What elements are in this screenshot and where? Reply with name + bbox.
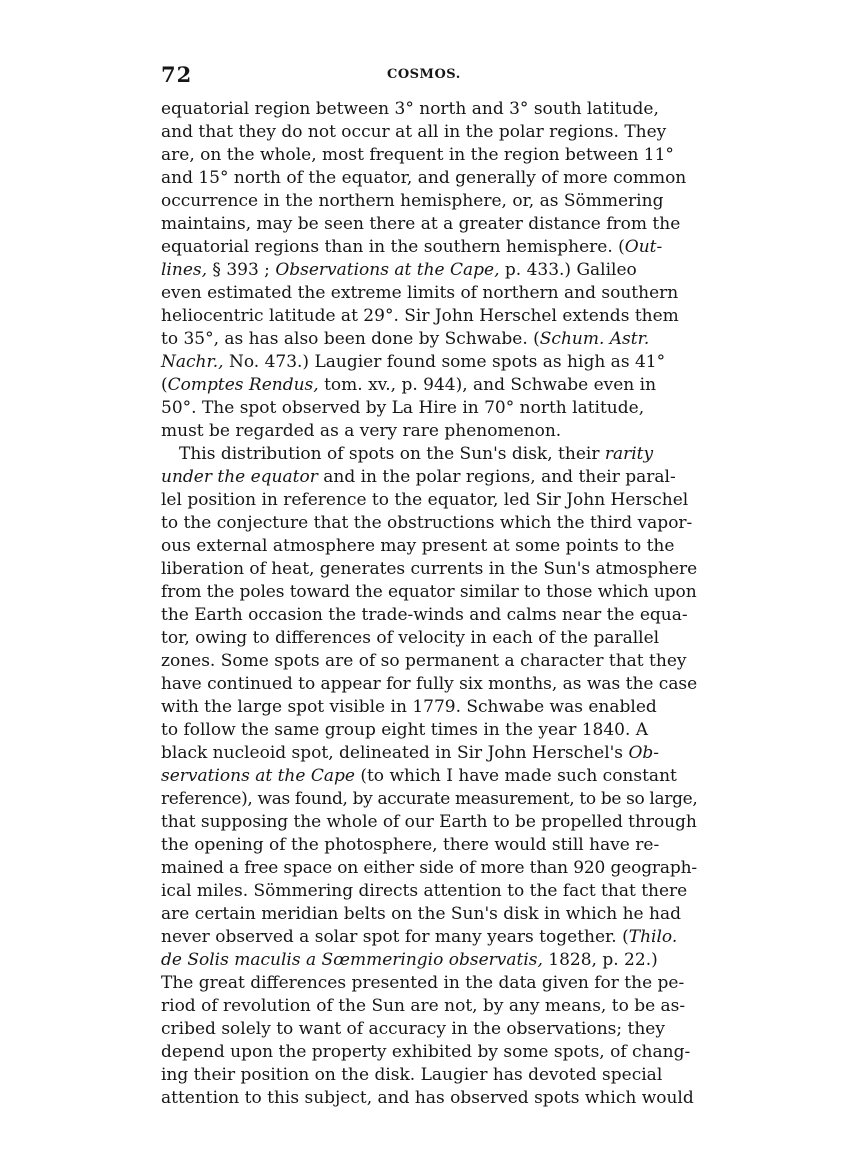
text-line [161, 972, 697, 995]
text-segment: (to which I have made such constant [354, 766, 677, 786]
text-segment: never observed a solar spot for many years together. ( [161, 927, 629, 947]
text-segment: have continued to appear for fully six months, as was the case [161, 674, 698, 694]
running-head: COSMOS. [387, 67, 461, 82]
text-segment: and that they do not occur at all in the polar regions. They [161, 122, 667, 142]
text-line [161, 903, 697, 926]
text-line [161, 259, 697, 282]
text-segment: black nucleoid spot, delineated in Sir John Herschel's [161, 743, 629, 763]
italic-text-segment: Out- [624, 237, 663, 257]
text-segment: zones. Some spots are of so permanent a character that they [161, 651, 687, 671]
text-segment: tom. xv., p. 944), and Schwabe even in [318, 375, 657, 395]
text-line [161, 420, 697, 443]
text-line [161, 305, 697, 328]
text-segment: occurrence in the northern hemisphere, or, as Sömmering [161, 191, 664, 211]
text-line [161, 121, 697, 144]
text-line [161, 696, 697, 719]
text-line [161, 236, 697, 259]
text-segment: The great differences presented in the data given for the pe- [161, 973, 685, 993]
italic-text-segment: Observations at the Cape, [275, 260, 500, 280]
text-segment: to follow the same group eight times in the year 1840. A [161, 720, 649, 740]
page-header [161, 62, 697, 86]
text-segment: p. 433.) Galileo [499, 260, 637, 280]
text-segment: liberation of heat, generates currents in the Sun's atmosphere [161, 559, 698, 579]
text-line [161, 880, 697, 903]
text-line [161, 374, 697, 397]
italic-text-segment: lines, [161, 260, 208, 280]
text-segment: to 35°, as has also been done by Schwabe. ( [161, 329, 540, 349]
text-segment: ing their position on the disk. Laugier has devoted special [161, 1065, 663, 1085]
text-segment: ous external atmosphere may present at some points to the [161, 536, 675, 556]
text-line [161, 949, 697, 972]
text-line [161, 604, 697, 627]
italic-text-segment: Comptes Rendus, [167, 375, 319, 395]
text-line [161, 719, 697, 742]
text-line [161, 558, 697, 581]
text-segment: and 15° north of the equator, and generally of more common [161, 168, 687, 188]
text-line [161, 811, 697, 834]
text-segment: the opening of the photosphere, there would still have re- [161, 835, 660, 855]
text-line [161, 328, 697, 351]
italic-text-segment: servations at the Cape [161, 766, 355, 786]
text-line [161, 1087, 697, 1110]
text-segment: to the conjecture that the obstructions which the third vapor- [161, 513, 693, 533]
text-segment: cribed solely to want of accuracy in the observations; they [161, 1019, 665, 1039]
text-segment: are, on the whole, most frequent in the region between 11° [161, 145, 674, 165]
text-segment: and in the polar regions, and their paral- [317, 467, 676, 487]
italic-text-segment: rarity [604, 444, 654, 464]
text-line [161, 788, 697, 811]
italic-text-segment: under the equator [161, 467, 318, 487]
text-segment: This distribution of spots on the Sun's disk, their [179, 444, 605, 464]
text-segment: 50°. The spot observed by La Hire in 70° north latitude, [161, 398, 645, 418]
text-segment: heliocentric latitude at 29°. Sir John Herschel extends them [161, 306, 679, 326]
text-line [161, 926, 697, 949]
text-line [161, 213, 697, 236]
text-line [161, 466, 697, 489]
text-line [161, 1041, 697, 1064]
text-segment: § 393 ; [207, 260, 276, 280]
text-line [161, 1018, 697, 1041]
italic-text-segment: de Solis maculis a Sœmmeringio observatis, [161, 950, 543, 970]
text-segment: 1828, p. 22.) [542, 950, 658, 970]
text-segment: riod of revolution of the Sun are not, by any means, to be as- [161, 996, 686, 1016]
text-line [161, 995, 697, 1018]
italic-text-segment: Thilo. [628, 927, 678, 947]
text-line [161, 627, 697, 650]
text-line [161, 167, 697, 190]
body-text [161, 98, 697, 1110]
text-line [161, 190, 697, 213]
text-segment: No. 473.) Laugier found some spots as high as 41° [223, 352, 666, 372]
text-segment: the Earth occasion the trade-winds and calms near the equa- [161, 605, 688, 625]
text-segment: from the poles toward the equator similar to those which upon [161, 582, 697, 602]
text-line [161, 765, 697, 788]
text-line [161, 282, 697, 305]
text-segment: mained a free space on either side of more than 920 geograph- [161, 858, 698, 878]
text-line [161, 443, 697, 466]
text-segment: maintains, may be seen there at a greater distance from the [161, 214, 681, 234]
italic-text-segment: Nachr., [161, 352, 224, 372]
text-segment: that supposing the whole of our Earth to be propelled through [161, 812, 697, 832]
text-segment: ( [161, 375, 168, 395]
text-segment: depend upon the property exhibited by some spots, of chang- [161, 1042, 691, 1062]
text-segment: even estimated the extreme limits of northern and southern [161, 283, 679, 303]
text-line [161, 351, 697, 374]
text-line [161, 1064, 697, 1087]
italic-text-segment: Schum. Astr. [539, 329, 650, 349]
text-segment: are certain meridian belts on the Sun's disk in which he had [161, 904, 681, 924]
text-line [161, 489, 697, 512]
text-line [161, 98, 697, 121]
text-line [161, 535, 697, 558]
text-segment: attention to this subject, and has observed spots which would [161, 1088, 694, 1108]
text-line [161, 397, 697, 420]
text-line [161, 144, 697, 167]
text-segment: must be regarded as a very rare phenomenon. [161, 421, 562, 441]
text-line [161, 512, 697, 535]
text-segment: equatorial regions than in the southern hemisphere. ( [161, 237, 625, 257]
text-line [161, 581, 697, 604]
text-segment: lel position in reference to the equator, led Sir John Herschel [161, 490, 689, 510]
text-segment: ical miles. Sömmering directs attention to the fact that there [161, 881, 688, 901]
text-line [161, 857, 697, 880]
text-segment: equatorial region between 3° north and 3° south latitude, [161, 99, 659, 119]
text-segment: tor, owing to differences of velocity in each of the parallel [161, 628, 660, 648]
text-line [161, 742, 697, 765]
italic-text-segment: Ob- [628, 743, 660, 763]
text-line [161, 650, 697, 673]
text-line [161, 834, 697, 857]
page-number: 72 [161, 62, 193, 87]
text-line [161, 673, 697, 696]
text-segment: with the large spot visible in 1779. Schwabe was enabled [161, 697, 657, 717]
text-segment: reference), was found, by accurate measurement, to be so large, [161, 789, 698, 809]
